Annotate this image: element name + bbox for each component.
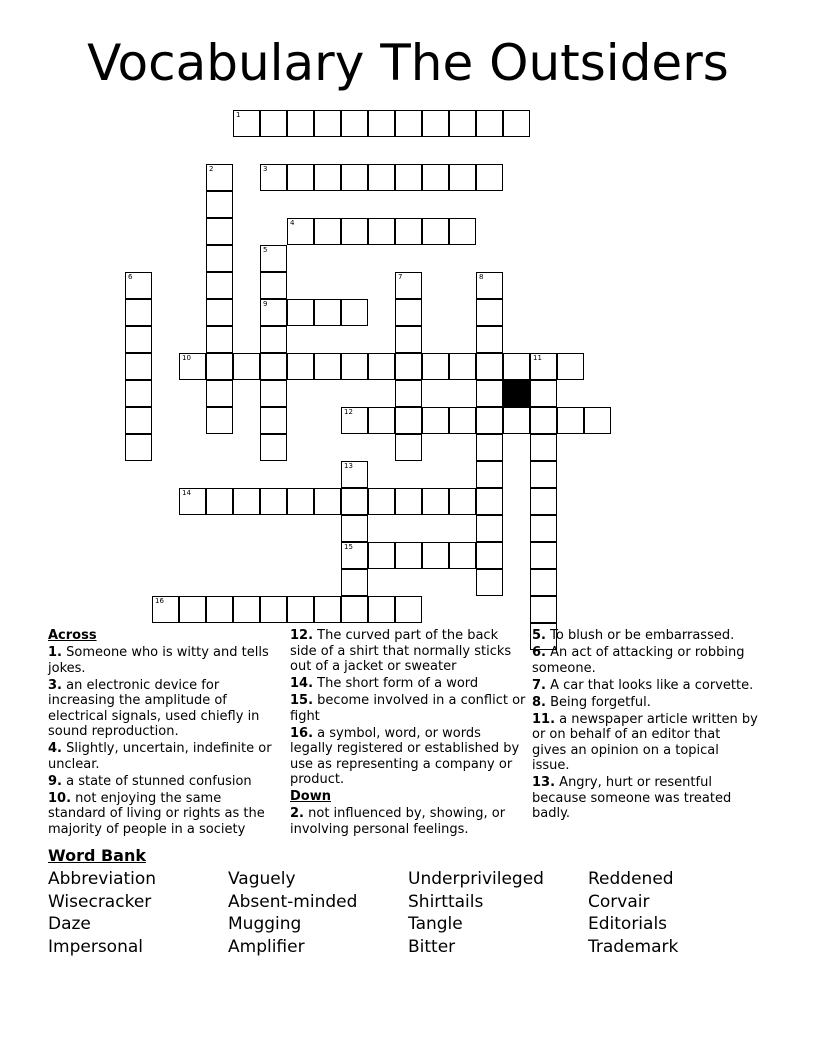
crossword-cell[interactable]: [476, 569, 503, 596]
clue-number: 3: [263, 165, 268, 173]
crossword-cell[interactable]: [125, 299, 152, 326]
crossword-cell[interactable]: [449, 164, 476, 191]
crossword-cell[interactable]: [125, 353, 152, 380]
crossword-cell[interactable]: [260, 407, 287, 434]
crossword-cell[interactable]: [260, 596, 287, 623]
word-bank-item: Amplifier: [228, 937, 305, 958]
crossword-cell[interactable]: [476, 542, 503, 569]
crossword-cell[interactable]: [476, 299, 503, 326]
crossword-cell[interactable]: [530, 488, 557, 515]
crossword-cell[interactable]: [314, 299, 341, 326]
clue-number: 2: [209, 165, 214, 173]
crossword-cell[interactable]: [557, 353, 584, 380]
crossword-cell[interactable]: [125, 380, 152, 407]
crossword-cell[interactable]: [287, 299, 314, 326]
clue: 4. Slightly, uncertain, indefinite or unclear.: [48, 741, 272, 772]
clue-number: 14: [182, 489, 191, 497]
crossword-cell[interactable]: [179, 488, 206, 515]
crossword-cell[interactable]: [530, 596, 557, 623]
clue: 7. A car that looks like a corvette.: [532, 677, 754, 693]
clue-number: 16: [155, 597, 164, 605]
crossword-cell[interactable]: [395, 110, 422, 137]
crossword-cell[interactable]: [395, 218, 422, 245]
across-header: Across: [48, 628, 97, 643]
clue-number: 8: [479, 273, 484, 281]
crossword-cell[interactable]: [314, 218, 341, 245]
crossword-cell[interactable]: [422, 110, 449, 137]
crossword-cell[interactable]: [206, 596, 233, 623]
crossword-cell[interactable]: [557, 407, 584, 434]
crossword-cell[interactable]: [368, 110, 395, 137]
crossword-cell[interactable]: [341, 515, 368, 542]
crossword-cell[interactable]: [206, 380, 233, 407]
crossword-cell[interactable]: [206, 218, 233, 245]
word-bank-item: Absent-minded: [228, 891, 358, 912]
crossword-cell[interactable]: [395, 434, 422, 461]
crossword-cell[interactable]: [314, 596, 341, 623]
crossword-cell[interactable]: [530, 461, 557, 488]
crossword-cell[interactable]: [206, 353, 233, 380]
crossword-cell[interactable]: [233, 488, 260, 515]
crossword-cell[interactable]: [530, 542, 557, 569]
crossword-cell[interactable]: [206, 245, 233, 272]
crossword-cell[interactable]: [395, 299, 422, 326]
crossword-cell[interactable]: [341, 569, 368, 596]
crossword-cell[interactable]: [260, 380, 287, 407]
clue: 12. The curved part of the back side of a shirt that normally sticks out of a jacket or sweater: [290, 628, 512, 674]
crossword-cell[interactable]: [422, 488, 449, 515]
crossword-cell[interactable]: [287, 353, 314, 380]
clue: 6. An act of attacking or robbing someone.: [532, 645, 745, 676]
crossword-cell[interactable]: [287, 110, 314, 137]
crossword-cell[interactable]: [260, 245, 287, 272]
crossword-cell[interactable]: [260, 326, 287, 353]
crossword-cell[interactable]: [206, 299, 233, 326]
crossword-cell[interactable]: [341, 353, 368, 380]
crossword-cell[interactable]: [368, 542, 395, 569]
crossword-cell[interactable]: [476, 326, 503, 353]
crossword-cell[interactable]: [314, 110, 341, 137]
crossword-cell[interactable]: [530, 407, 557, 434]
crossword-cell[interactable]: [125, 407, 152, 434]
crossword-cell[interactable]: [260, 353, 287, 380]
crossword-cell[interactable]: [476, 110, 503, 137]
crossword-cell[interactable]: [476, 515, 503, 542]
crossword-cell[interactable]: [125, 272, 152, 299]
crossword-cell[interactable]: [530, 569, 557, 596]
word-bank-item: Impersonal: [48, 937, 143, 958]
crossword-black-cell: [503, 380, 530, 407]
crossword-cell[interactable]: [395, 488, 422, 515]
page-title: Vocabulary The Outsiders: [87, 34, 729, 92]
crossword-cell[interactable]: [449, 488, 476, 515]
word-bank-column-3: [408, 868, 544, 959]
word-bank-item: Underprivileged: [408, 869, 544, 889]
crossword-cell[interactable]: [368, 353, 395, 380]
crossword-cell[interactable]: [584, 407, 611, 434]
crossword-cell[interactable]: [341, 110, 368, 137]
clue-number: 9: [263, 300, 268, 308]
crossword-cell[interactable]: [449, 542, 476, 569]
crossword-cell[interactable]: [341, 596, 368, 623]
crossword-cell[interactable]: [233, 596, 260, 623]
word-bank-item: Editorials: [588, 914, 668, 935]
crossword-cell[interactable]: [260, 272, 287, 299]
crossword-cell[interactable]: [476, 488, 503, 515]
word-bank-column-4: [588, 868, 678, 959]
crossword-cell[interactable]: [341, 542, 368, 569]
crossword-cell[interactable]: [449, 407, 476, 434]
clue: 9. a state of stunned confusion: [48, 773, 252, 789]
crossword-cell[interactable]: [476, 434, 503, 461]
crossword-cell[interactable]: [206, 164, 233, 191]
word-bank-item: Shirttails: [408, 891, 484, 912]
clue-number: 6: [128, 273, 133, 281]
crossword-cell[interactable]: [314, 353, 341, 380]
clue: 15. become involved in a conflict or fight: [290, 693, 526, 724]
clues-column-1: [48, 628, 280, 839]
clue: 2. not influenced by, showing, or involving personal feelings.: [290, 806, 506, 837]
crossword-cell[interactable]: [476, 380, 503, 407]
clue-number: 13: [344, 462, 353, 470]
clue-number: 5: [263, 246, 268, 254]
crossword-cell[interactable]: [233, 110, 260, 137]
clue-number: 1: [236, 111, 241, 119]
crossword-cell[interactable]: [287, 218, 314, 245]
crossword-cell[interactable]: [260, 164, 287, 191]
crossword-cell[interactable]: [422, 218, 449, 245]
crossword-cell[interactable]: [314, 488, 341, 515]
word-bank-item: Trademark: [588, 937, 679, 958]
crossword-cell[interactable]: [422, 407, 449, 434]
word-bank-item: Corvair: [588, 891, 650, 912]
clues-column-3: [532, 628, 758, 823]
word-bank-item: Bitter: [408, 937, 456, 958]
crossword-cell[interactable]: [422, 353, 449, 380]
crossword-cell[interactable]: [449, 353, 476, 380]
clue-number: 7: [398, 273, 403, 281]
word-bank-column-1: [48, 868, 156, 959]
crossword-cell[interactable]: [422, 164, 449, 191]
crossword-cell[interactable]: [341, 407, 368, 434]
crossword-cell[interactable]: [395, 326, 422, 353]
clue: 5. To blush or be embarrassed.: [532, 628, 735, 643]
clue: 11. a newspaper article written by or on behalf of an editor that gives an opinion on a topical issue.: [532, 711, 758, 773]
crossword-cell[interactable]: [260, 110, 287, 137]
crossword-cell[interactable]: [530, 515, 557, 542]
word-bank-item: Daze: [48, 914, 91, 935]
crossword-cell[interactable]: [287, 488, 314, 515]
crossword-cell[interactable]: [206, 326, 233, 353]
crossword-cell[interactable]: [341, 164, 368, 191]
clue-number: 12: [344, 408, 353, 416]
crossword-cell[interactable]: [179, 353, 206, 380]
word-bank-item: Wisecracker: [48, 891, 152, 912]
crossword-cell[interactable]: [125, 434, 152, 461]
crossword-cell[interactable]: [341, 218, 368, 245]
crossword-cell[interactable]: [530, 353, 557, 380]
crossword-cell[interactable]: [206, 407, 233, 434]
crossword-cell[interactable]: [341, 299, 368, 326]
clue: 13. Angry, hurt or resentful because someone was treated badly.: [532, 775, 732, 821]
crossword-cell[interactable]: [287, 164, 314, 191]
crossword-cell[interactable]: [449, 218, 476, 245]
crossword-cell[interactable]: [260, 488, 287, 515]
crossword-cell[interactable]: [368, 218, 395, 245]
crossword-cell[interactable]: [206, 488, 233, 515]
clues-column-2: [290, 628, 526, 839]
word-bank-item: Vaguely: [228, 869, 296, 889]
crossword-cell[interactable]: [341, 461, 368, 488]
clue: 1. Someone who is witty and tells jokes.: [48, 645, 269, 676]
clue: 14. The short form of a word: [290, 676, 479, 691]
crossword-cell[interactable]: [476, 407, 503, 434]
crossword-cell[interactable]: [206, 272, 233, 299]
word-bank-item: Reddened: [588, 869, 674, 889]
clue: 16. a symbol, word, or words legally registered or established by use as representing a company or product.: [290, 725, 520, 787]
clue: 3. an electronic device for increasing the amplitude of electrical signals, used chiefly in sound reproduction.: [48, 677, 260, 739]
crossword-cell[interactable]: [503, 353, 530, 380]
crossword-cell[interactable]: [368, 488, 395, 515]
clue-number: 4: [290, 219, 295, 227]
crossword-cell[interactable]: [503, 407, 530, 434]
crossword-cell[interactable]: [449, 110, 476, 137]
crossword-cell[interactable]: [395, 542, 422, 569]
crossword-cell[interactable]: [395, 407, 422, 434]
crossword-cell[interactable]: [530, 434, 557, 461]
word-bank-item: Abbreviation: [48, 869, 157, 889]
crossword-cell[interactable]: [395, 596, 422, 623]
clue: 10. not enjoying the same standard of living or rights as the majority of people in a society: [48, 790, 265, 837]
crossword-cell[interactable]: [233, 353, 260, 380]
crossword-cell[interactable]: [206, 191, 233, 218]
crossword-cell[interactable]: [179, 596, 206, 623]
crossword-cell[interactable]: [395, 380, 422, 407]
crossword-cell[interactable]: [395, 353, 422, 380]
crossword-cell[interactable]: [314, 164, 341, 191]
crossword-cell[interactable]: [476, 164, 503, 191]
crossword-cell[interactable]: [368, 164, 395, 191]
crossword-cell[interactable]: [503, 110, 530, 137]
crossword-cell[interactable]: [476, 272, 503, 299]
clue-number: 15: [344, 543, 353, 551]
crossword-cell[interactable]: [476, 353, 503, 380]
word-bank-column-2: [228, 868, 357, 959]
crossword-cell[interactable]: [368, 596, 395, 623]
crossword-cell[interactable]: [260, 299, 287, 326]
down-header: Down: [290, 789, 331, 804]
clue: 8. Being forgetful.: [532, 694, 651, 710]
crossword-cell[interactable]: [341, 488, 368, 515]
crossword-cell[interactable]: [125, 326, 152, 353]
clue-number: 10: [182, 354, 191, 362]
word-bank-title: Word Bank: [48, 846, 147, 865]
crossword-cell[interactable]: [422, 542, 449, 569]
crossword-cell[interactable]: [260, 434, 287, 461]
crossword-cell[interactable]: [395, 272, 422, 299]
crossword-cell[interactable]: [152, 596, 179, 623]
clue-number: 11: [533, 354, 542, 362]
word-bank-item: Tangle: [408, 914, 463, 935]
crossword-cell[interactable]: [530, 380, 557, 407]
word-bank-item: Mugging: [228, 914, 302, 935]
crossword-cell[interactable]: [287, 596, 314, 623]
crossword-cell[interactable]: [395, 164, 422, 191]
crossword-cell[interactable]: [476, 461, 503, 488]
crossword-cell[interactable]: [368, 407, 395, 434]
